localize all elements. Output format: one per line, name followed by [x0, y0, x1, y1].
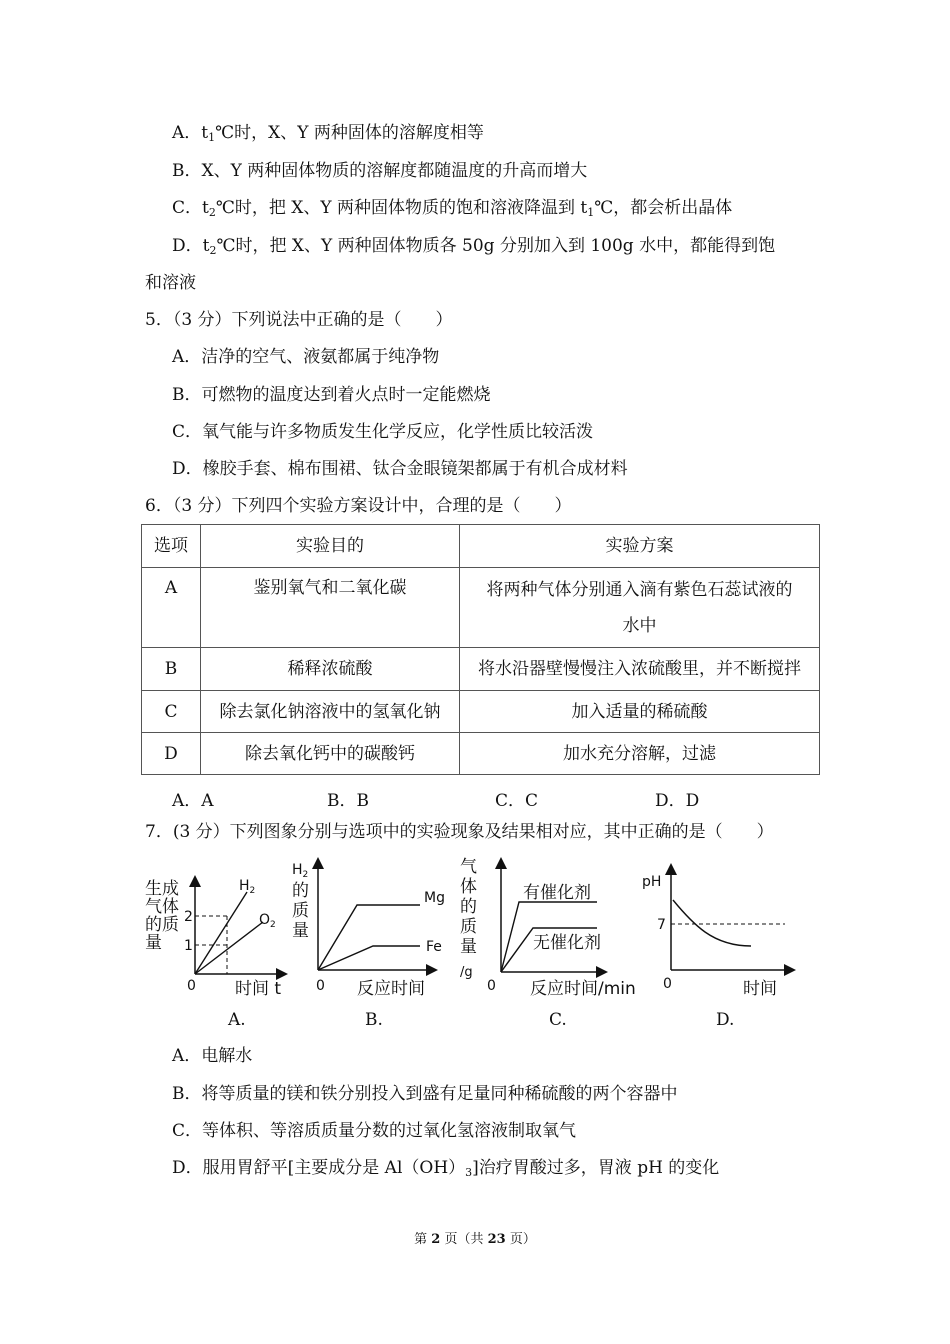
graph-b-ylabel: 量	[292, 921, 309, 941]
page-footer: 第 2 页（共 23 页）	[414, 1232, 536, 1247]
graph-a-ylabel: 量	[145, 933, 162, 953]
graph-b-mg-label: Mg	[424, 890, 445, 906]
table-row	[142, 691, 820, 733]
graph-b-ylabel: $H_2$	[292, 862, 309, 880]
graph-c-caption: C.	[549, 1010, 567, 1030]
table-cell: B	[142, 648, 201, 691]
graph-a-origin: 0	[187, 978, 196, 994]
q7-option-d: D．服用胃舒平[主要成分是 $Al(OH)_3$]治疗胃酸过多，胃液 pH 的变化	[172, 1158, 720, 1179]
graph-d-xlabel: 时间	[743, 979, 777, 999]
q6-stem: 6．（3 分）下列四个实验方案设计中，合理的是（ ）	[145, 496, 572, 516]
graph-b	[292, 860, 445, 999]
table-row	[142, 648, 820, 691]
graph-a-tick-1: 1	[184, 938, 193, 954]
graph-b-ylabel: 质	[292, 901, 309, 921]
q7-graphs	[135, 852, 815, 1002]
graph-a	[145, 878, 285, 999]
graph-c-ylabel: 的	[460, 897, 477, 917]
graph-d-tick-7: 7	[657, 917, 666, 933]
graph-d	[642, 866, 793, 999]
table-header: 实验目的	[201, 525, 460, 568]
graph-d-origin: 0	[663, 976, 672, 992]
q6-answer-c: C．C	[495, 791, 539, 811]
q6-table	[141, 524, 820, 775]
table-cell: 除去氯化钠溶液中的氢氧化钠	[201, 691, 460, 733]
table-header: 实验方案	[460, 525, 820, 568]
graph-d-caption: D.	[716, 1010, 735, 1030]
graph-c-ylabel: 气	[460, 857, 477, 877]
graph-d-ylabel: pH	[642, 874, 662, 890]
graph-b-xlabel: 反应时间	[357, 979, 425, 999]
q7-option-b: B．将等质量的镁和铁分别投入到盛有足量同种稀硫酸的两个容器中	[172, 1084, 678, 1104]
table-row	[142, 568, 820, 648]
table-cell: 稀释浓硫酸	[201, 648, 460, 691]
q4-option-b: B．X、Y 两种固体物质的溶解度都随温度的升高而增大	[172, 161, 588, 181]
graph-c-ylabel: 量	[460, 937, 477, 957]
graph-b-fe-line	[318, 946, 420, 970]
table-cell: 除去氧化钙中的碳酸钙	[201, 733, 460, 775]
table-cell: 加入适量的稀硫酸	[460, 691, 820, 733]
q4-option-d: D．$t_2℃$时，把 X、Y 两种固体物质各 50g 分别加入到 100g 水中，都能得到饱	[172, 236, 776, 257]
graph-a-h2-line	[195, 892, 247, 974]
q6-answer-a: A．A	[172, 791, 214, 811]
table-cell: 将水沿器壁慢慢注入浓硫酸里，并不断搅拌	[460, 648, 820, 691]
table-cell-line: 水中	[622, 615, 657, 636]
graph-b-caption: B.	[365, 1010, 383, 1030]
graph-a-xlabel: 时间 t	[235, 979, 282, 999]
graph-a-ylabel: 气体	[145, 897, 179, 917]
graph-c-ylabel: /g	[460, 965, 473, 980]
table-header: 选项	[142, 525, 201, 568]
q7-stem: 7．(3 分）下列图象分别与选项中的实验现象及结果相对应，其中正确的是（ ）	[145, 822, 774, 842]
q4-option-c: C．$t_2℃$时，把 X、Y 两种固体物质的饱和溶液降温到 $t_1℃$，都会析出晶体	[172, 198, 733, 219]
graph-c-no-catalyst-label: 无催化剂	[533, 933, 601, 953]
graph-a-caption: A.	[228, 1010, 246, 1030]
table-cell	[460, 568, 820, 648]
table-cell: 鉴别氧气和二氧化碳	[201, 568, 460, 648]
q5-option-c: C．氧气能与许多物质发生化学反应，化学性质比较活泼	[172, 422, 594, 442]
graph-a-ylabel: 的质	[145, 915, 179, 935]
table-cell: C	[142, 691, 201, 733]
q7-option-a: A．电解水	[172, 1046, 253, 1066]
graph-c-ylabel: 质	[460, 917, 477, 937]
graph-c	[460, 857, 636, 999]
graph-a-tick-2: 2	[184, 909, 193, 925]
q5-option-b: B．可燃物的温度达到着火点时一定能燃烧	[172, 385, 491, 405]
graph-a-o2-line	[195, 922, 263, 974]
table-header-row	[142, 525, 820, 568]
table-cell: 加水充分溶解，过滤	[460, 733, 820, 775]
table-row	[142, 733, 820, 775]
q5-stem: 5．（3 分）下列说法中正确的是（ ）	[145, 310, 453, 330]
table-cell: A	[142, 568, 201, 648]
q5-option-d: D．橡胶手套、棉布围裙、钛合金眼镜架都属于有机合成材料	[172, 459, 628, 479]
graph-b-fe-label: Fe	[426, 939, 442, 955]
graph-c-xlabel: 反应时间/min	[530, 979, 636, 999]
q6-answer-d: D．D	[655, 791, 700, 811]
graph-b-ylabel: 的	[292, 881, 309, 901]
graph-b-mg-line	[318, 905, 420, 970]
q4-option-d-continued: 和溶液	[145, 273, 196, 293]
q4-option-a: A．$t_1℃$时，X、Y 两种固体的溶解度相等	[172, 123, 484, 144]
q7-option-c: C．等体积、等溶质质量分数的过氧化氢溶液制取氧气	[172, 1121, 577, 1141]
q6-answer-b: B．B	[327, 791, 369, 811]
q5-option-a: A．洁净的空气、液氨都属于纯净物	[172, 347, 440, 367]
graph-b-origin: 0	[316, 978, 325, 994]
graph-a-h2-label: $H_2$	[239, 878, 256, 896]
graph-c-origin: 0	[487, 978, 496, 994]
graph-a-ylabel: 生成	[145, 879, 179, 899]
graph-c-ylabel: 体	[460, 877, 477, 897]
graph-a-o2-label: $O_2$	[259, 912, 276, 930]
graph-c-catalyst-label: 有催化剂	[523, 883, 591, 903]
graph-d-ph-curve	[673, 900, 751, 946]
table-cell-line: 将两种气体分别通入滴有紫色石蕊试液的	[486, 579, 793, 600]
table-cell: D	[142, 733, 201, 775]
